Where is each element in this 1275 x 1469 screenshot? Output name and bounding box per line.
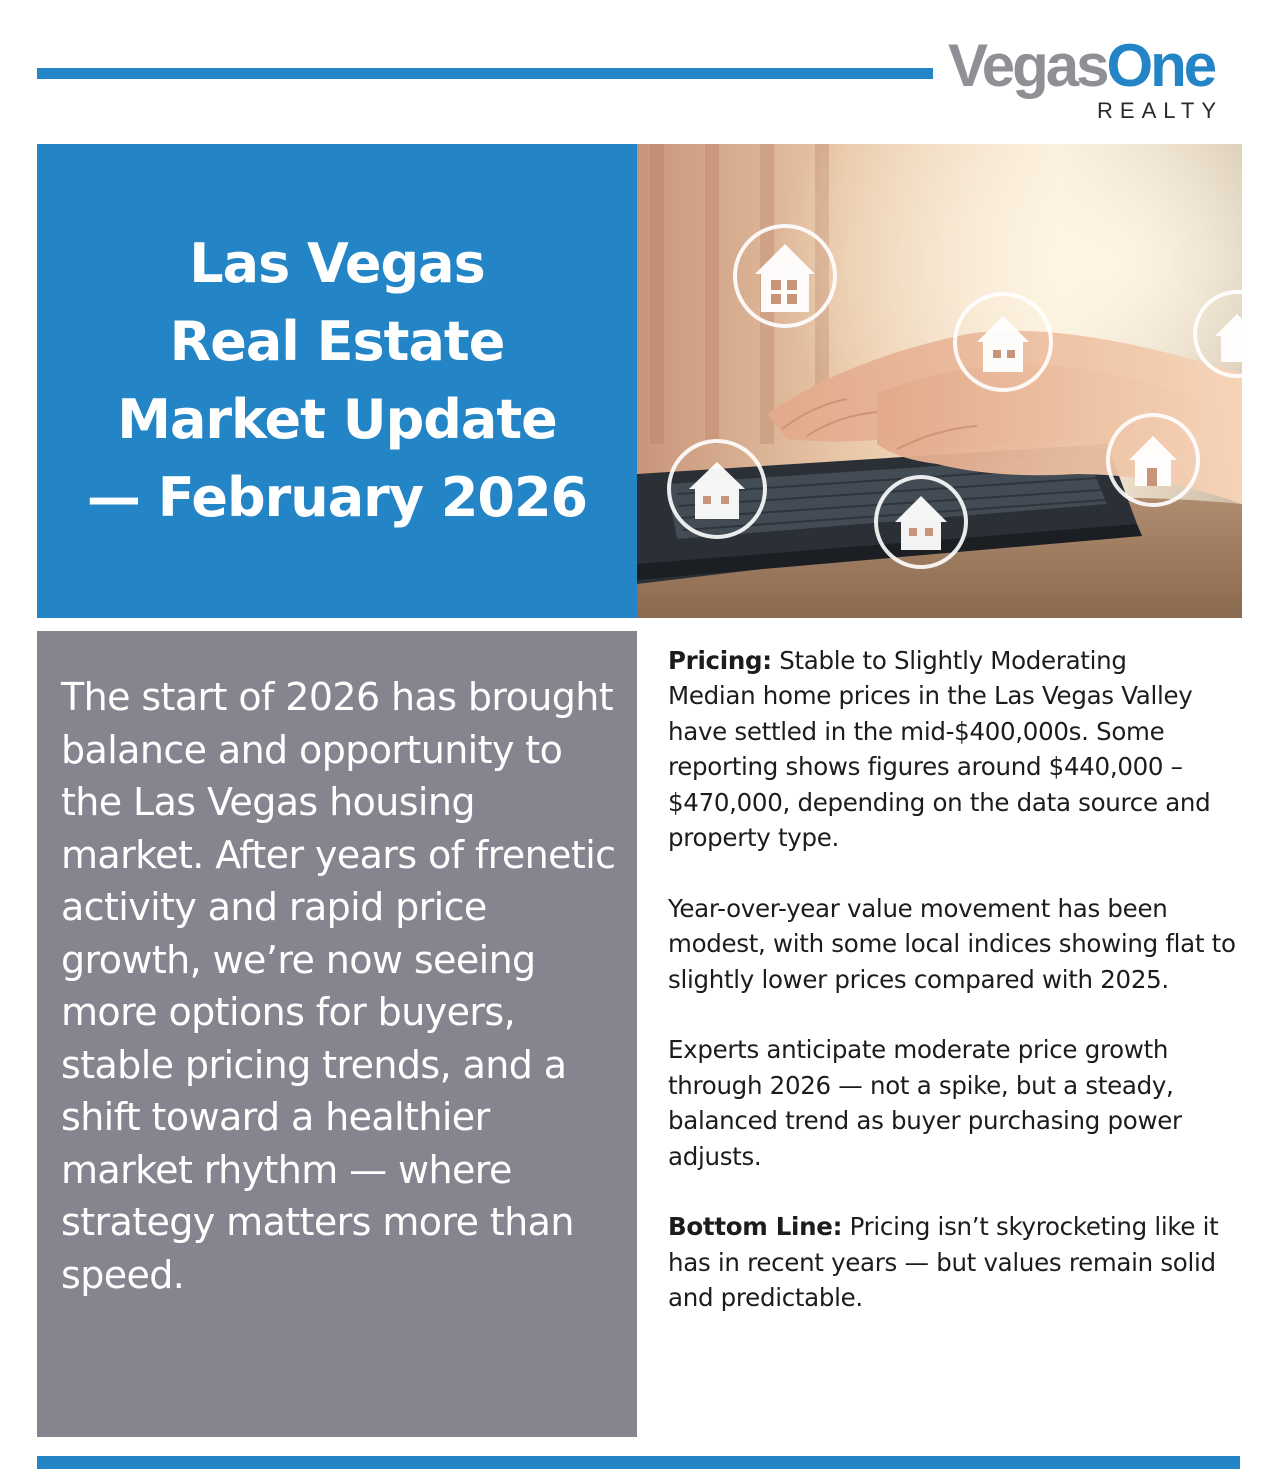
pricing-label: Pricing:: [668, 646, 772, 675]
title-panel: [37, 144, 637, 618]
logo-wordmark: [948, 34, 1243, 98]
hero-image-laptop-typing: [637, 144, 1242, 618]
intro-panel: [37, 631, 637, 1437]
bottom-line-label: Bottom Line:: [668, 1212, 843, 1242]
pricing-section: [668, 643, 1238, 1351]
top-rule: [37, 68, 933, 79]
logo-word-vegas: Vegas: [948, 32, 1107, 99]
title-line-4: — February 2026: [86, 466, 588, 529]
vegas-one-realty-logo: [948, 34, 1243, 124]
bottom-line-paragraph: [668, 1209, 1238, 1315]
title-line-1: Las Vegas: [189, 232, 485, 295]
bottom-line-text: Pricing isn’t skyrocketing like it has in recent years — but values remain solid and predictable.: [668, 1212, 1219, 1313]
title-line-2: Real Estate: [169, 310, 505, 373]
logo-realty: REALTY: [1097, 98, 1223, 123]
title-line-3: Market Update: [117, 388, 557, 451]
logo-word-one: One: [1106, 32, 1215, 99]
pricing-heading: Stable to Slightly Moderating: [779, 646, 1127, 675]
pricing-paragraph-2: Year-over-year value movement has been modest, with some local indices showing flat to slightly lower prices compared with 2025.: [668, 893, 1236, 994]
bottom-rule: [37, 1456, 1240, 1469]
page-title: [87, 225, 587, 537]
pricing-paragraph-1: [668, 643, 1238, 855]
intro-text: The start of 2026 has brought balance and opportunity to the Las Vegas housing market. After years of frenetic activity and rapid price growth, we’re now seeing more options for buyers, stable pricing trends, and a shift toward a healthier market rhythm — where strategy matters more than speed.: [61, 675, 616, 1297]
pricing-text-1: Median home prices in the Las Vegas Valley have settled in the mid-$400,000s. Some reporting shows figures around $440,000 – $470,000, depending on the data source and property type.: [668, 681, 1211, 853]
pricing-paragraph-3: Experts anticipate moderate price growth through 2026 — not a spike, but a steady, balanced trend as buyer purchasing power adjusts.: [668, 1035, 1182, 1171]
